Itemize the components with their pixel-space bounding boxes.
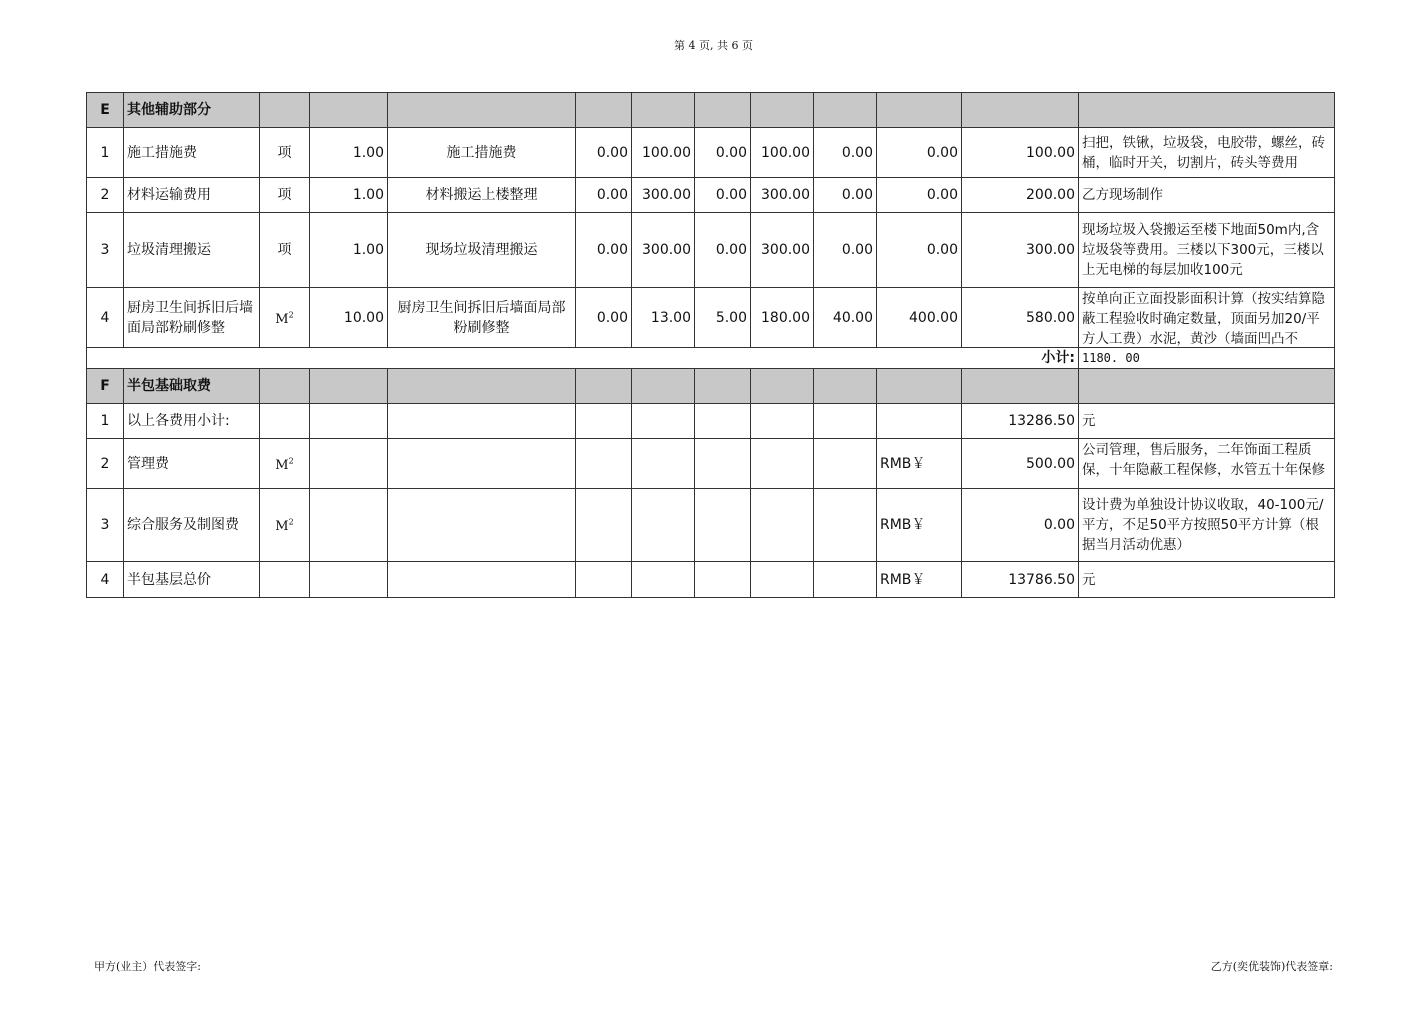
cell-value: 40.00 — [814, 288, 877, 348]
cell-value: 300.00 — [751, 178, 814, 213]
table-row — [87, 562, 1335, 598]
section-title: 半包基础取费 — [124, 369, 260, 404]
item-unit — [260, 288, 310, 348]
row-number: 2 — [87, 178, 124, 213]
currency: RMB￥ — [877, 489, 962, 562]
currency: RMB￥ — [877, 562, 962, 598]
item-note: 元 — [1079, 404, 1335, 439]
item-note: 元 — [1079, 562, 1335, 598]
item-note: 乙方现场制作 — [1079, 178, 1335, 213]
item-note: 设计费为单独设计协议收取，40-100元/平方，不足50平方按照50平方计算（根据当月活动优惠） — [1079, 489, 1335, 562]
cell-value: 400.00 — [877, 288, 962, 348]
item-unit: 项 — [260, 213, 310, 288]
item-total: 13286.50 — [962, 404, 1079, 439]
item-desc: 厨房卫生间拆旧后墙面局部粉刷修整 — [388, 288, 576, 348]
item-note: 公司管理，售后服务，二年饰面工程质保，十年隐蔽工程保修，水管五十年保修 — [1082, 441, 1325, 478]
item-total: 500.00 — [962, 439, 1079, 489]
item-name: 半包基层总价 — [124, 562, 260, 598]
table-row — [87, 288, 1335, 348]
currency — [877, 404, 962, 439]
cell-value: 0.00 — [576, 288, 632, 348]
cell-value: 300.00 — [632, 213, 695, 288]
item-desc: 施工措施费 — [388, 128, 576, 178]
item-unit: 项 — [260, 128, 310, 178]
table-row — [87, 213, 1335, 288]
table-row — [87, 178, 1335, 213]
cell-value: 5.00 — [695, 288, 751, 348]
cell-value: 0.00 — [695, 178, 751, 213]
item-note: 按单向正立面投影面积计算（按实结算隐蔽工程验收时确定数量，顶面另加20/平方人工费）水泥，黄沙（墙面凹凸不 — [1082, 290, 1325, 347]
cell-value: 0.00 — [877, 178, 962, 213]
item-note: 现场垃圾入袋搬运至楼下地面50m内,含垃圾袋等费用。三楼以下300元，三楼以上无电梯的每层加收100元 — [1079, 213, 1335, 288]
item-name: 施工措施费 — [124, 128, 260, 178]
row-number: 4 — [87, 562, 124, 598]
quotation-table — [86, 92, 1335, 598]
item-total: 200.00 — [962, 178, 1079, 213]
item-name: 管理费 — [124, 439, 260, 489]
cell-value: 0.00 — [576, 178, 632, 213]
row-number: 2 — [87, 439, 124, 489]
cell-value: 0.00 — [695, 213, 751, 288]
party-a-signature: 甲方(业主）代表签字: — [94, 960, 201, 973]
item-qty: 1.00 — [310, 178, 388, 213]
row-number: 3 — [87, 489, 124, 562]
subtotal-label: 小计: — [87, 348, 1079, 369]
cell-value: 100.00 — [751, 128, 814, 178]
unit-m: M — [275, 457, 289, 473]
cell-value: 0.00 — [814, 128, 877, 178]
unit-sup: 2 — [288, 456, 294, 466]
table-row — [87, 404, 1335, 439]
subtotal-value: 1180. 00 — [1079, 348, 1335, 369]
item-total: 13786.50 — [962, 562, 1079, 598]
row-number: 1 — [87, 404, 124, 439]
cell-value: 180.00 — [751, 288, 814, 348]
item-total: 300.00 — [962, 213, 1079, 288]
cell-value: 0.00 — [877, 128, 962, 178]
table-row — [87, 439, 1335, 489]
item-total: 0.00 — [962, 489, 1079, 562]
page-number: 第 4 页, 共 6 页 — [674, 39, 753, 52]
cell-value: 0.00 — [877, 213, 962, 288]
cell-value: 0.00 — [814, 213, 877, 288]
item-name: 材料运输费用 — [124, 178, 260, 213]
row-number: 3 — [87, 213, 124, 288]
section-header-e — [87, 93, 1335, 128]
unit-sup: 2 — [288, 517, 294, 527]
party-b-signature: 乙方(奕优装饰)代表签章: — [1210, 960, 1333, 973]
row-number: 1 — [87, 128, 124, 178]
row-number: 4 — [87, 288, 124, 348]
subtotal-row — [87, 348, 1335, 369]
item-name: 垃圾清理搬运 — [124, 213, 260, 288]
table-row — [87, 128, 1335, 178]
table-row — [87, 489, 1335, 562]
cell-value: 0.00 — [576, 128, 632, 178]
item-desc: 材料搬运上楼整理 — [388, 178, 576, 213]
cell-value: 100.00 — [632, 128, 695, 178]
section-title: 其他辅助部分 — [124, 93, 260, 128]
item-name: 厨房卫生间拆旧后墙面局部粉刷修整 — [124, 288, 260, 348]
currency: RMB￥ — [877, 439, 962, 489]
item-unit: 项 — [260, 178, 310, 213]
item-qty: 10.00 — [310, 288, 388, 348]
item-unit — [260, 489, 310, 562]
cell-value: 0.00 — [576, 213, 632, 288]
cell-value: 13.00 — [632, 288, 695, 348]
item-name: 综合服务及制图费 — [124, 489, 260, 562]
item-unit — [260, 439, 310, 489]
cell-value: 300.00 — [751, 213, 814, 288]
unit-m: M — [275, 519, 289, 535]
unit-sup: 2 — [288, 310, 294, 320]
unit-m: M — [275, 311, 289, 327]
cell-value: 0.00 — [814, 178, 877, 213]
section-code: E — [87, 93, 124, 128]
item-total: 580.00 — [962, 288, 1079, 348]
item-qty: 1.00 — [310, 213, 388, 288]
section-code: F — [87, 369, 124, 404]
item-qty: 1.00 — [310, 128, 388, 178]
item-note: 扫把，铁锹，垃圾袋，电胶带，螺丝，砖桶，临时开关，切割片，砖头等费用 — [1079, 128, 1335, 178]
cell-value: 0.00 — [695, 128, 751, 178]
cell-value: 300.00 — [632, 178, 695, 213]
item-total: 100.00 — [962, 128, 1079, 178]
item-name: 以上各费用小计: — [124, 404, 260, 439]
item-desc: 现场垃圾清理搬运 — [388, 213, 576, 288]
section-header-f — [87, 369, 1335, 404]
